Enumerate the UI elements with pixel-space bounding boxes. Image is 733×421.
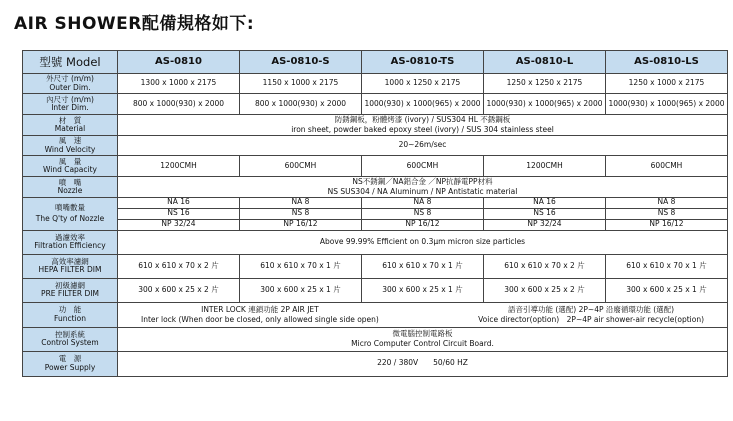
pre-filter-label: 初級濾網 PRE FILTER DIM xyxy=(23,278,118,302)
control-value: 微電腦控制電路板 Micro Computer Control Circuit Board. xyxy=(118,327,728,351)
cell: 300 x 600 x 25 x 1 片 xyxy=(240,278,362,302)
material-row xyxy=(23,115,728,136)
cell: NP 32/24 xyxy=(118,219,240,230)
filtration-label: 過濾效率 Filtration Efficiency xyxy=(23,230,118,254)
hepa-row xyxy=(23,254,728,278)
hepa-label: 高效率濾網 HEPA FILTER DIM xyxy=(23,254,118,278)
cell: 1000 x 1250 x 2175 xyxy=(362,74,484,94)
cell: NP 16/12 xyxy=(606,219,728,230)
cell: 1000(930) x 1000(965) x 2000 xyxy=(484,94,606,115)
qty-label: 噴嘴數量 The Q'ty of Nozzle xyxy=(23,197,118,230)
cell: 610 x 610 x 70 x 1 片 xyxy=(606,254,728,278)
cell: 600CMH xyxy=(240,156,362,177)
qty-row-na xyxy=(23,197,728,208)
cell: 610 x 610 x 70 x 1 片 xyxy=(240,254,362,278)
cell: 1000(930) x 1000(965) x 2000 xyxy=(606,94,728,115)
cell: NS 16 xyxy=(118,208,240,219)
cell: NA 16 xyxy=(484,197,606,208)
cell: 300 x 600 x 25 x 1 片 xyxy=(606,278,728,302)
qty-row-np xyxy=(23,219,728,230)
cell: 1150 x 1000 x 2175 xyxy=(240,74,362,94)
cell: 1200CMH xyxy=(484,156,606,177)
model-header-label: 型號 Model xyxy=(23,51,118,74)
model-header: AS-0810 xyxy=(118,51,240,74)
power-label: 電 源 Power Supply xyxy=(23,351,118,376)
cell: 1250 x 1000 x 2175 xyxy=(606,74,728,94)
outer-dim-row xyxy=(23,74,728,94)
cell: NS 8 xyxy=(362,208,484,219)
cell: 300 x 600 x 25 x 1 片 xyxy=(362,278,484,302)
model-header: AS-0810-L xyxy=(484,51,606,74)
cell: NP 16/12 xyxy=(240,219,362,230)
capacity-label: 風 量 Wind Capacity xyxy=(23,156,118,177)
function-value xyxy=(118,302,728,327)
function-right: 語音引導功能 (選配) 2P~4P 沿廢循環功能 (選配) Voice director(option) 2P~4P air shower-air recycle(option) xyxy=(478,304,704,324)
function-row xyxy=(23,302,728,327)
nozzle-value: NS不銹鋼／NA鋁合金 ／NP抗靜電PP材料 NS SUS304 / NA Aluminum / NP Antistatic material xyxy=(118,177,728,198)
filtration-row xyxy=(23,230,728,254)
header-row xyxy=(23,51,728,74)
cell: 610 x 610 x 70 x 2 片 xyxy=(484,254,606,278)
filtration-value: Above 99.99% Efficient on 0.3μm micron size particles xyxy=(118,230,728,254)
cell: 600CMH xyxy=(362,156,484,177)
function-left: INTER LOCK 連鎖功能 2P AIR JET Inter lock (When door be closed, only allowed single side open) xyxy=(141,304,379,324)
qty-row-ns xyxy=(23,208,728,219)
cell: NS 16 xyxy=(484,208,606,219)
inner-dim-row xyxy=(23,94,728,115)
cell: 610 x 610 x 70 x 2 片 xyxy=(118,254,240,278)
cell: 1000(930) x 1000(965) x 2000 xyxy=(362,94,484,115)
velocity-row xyxy=(23,136,728,156)
cell: 600CMH xyxy=(606,156,728,177)
capacity-row xyxy=(23,156,728,177)
cell: NA 16 xyxy=(118,197,240,208)
cell: 1250 x 1250 x 2175 xyxy=(484,74,606,94)
nozzle-row xyxy=(23,177,728,198)
cell: NS 8 xyxy=(240,208,362,219)
material-label: 材 質 Material xyxy=(23,115,118,136)
model-header: AS-0810-TS xyxy=(362,51,484,74)
control-label: 控制系統 Control System xyxy=(23,327,118,351)
model-header: AS-0810-LS xyxy=(606,51,728,74)
cell: 1300 x 1000 x 2175 xyxy=(118,74,240,94)
power-value: 220 / 380V 50/60 HZ xyxy=(118,351,728,376)
cell: NS 8 xyxy=(606,208,728,219)
function-label: 功 能 Function xyxy=(23,302,118,327)
cell: NP 32/24 xyxy=(484,219,606,230)
cell: 610 x 610 x 70 x 1 片 xyxy=(362,254,484,278)
nozzle-label: 噴 嘴 Nozzle xyxy=(23,177,118,198)
control-row xyxy=(23,327,728,351)
velocity-label: 風 速 Wind Velocity xyxy=(23,136,118,156)
velocity-value: 20~26m/sec xyxy=(118,136,728,156)
power-row xyxy=(23,351,728,376)
cell: NA 8 xyxy=(240,197,362,208)
cell: NP 16/12 xyxy=(362,219,484,230)
pre-filter-row xyxy=(23,278,728,302)
cell: 800 x 1000(930) x 2000 xyxy=(240,94,362,115)
outer-dim-label: 外尺寸 (m/m) Outer Dim. xyxy=(23,74,118,94)
inner-dim-label: 內尺寸 (m/m) Inter Dim. xyxy=(23,94,118,115)
cell: 1200CMH xyxy=(118,156,240,177)
cell: NA 8 xyxy=(362,197,484,208)
material-value: 防銹鋼板，粉體烤漆 (ivory) / SUS304 HL 不銹鋼板 iron sheet, powder baked epoxy steel (ivory) / SUS 304 stainless steel xyxy=(118,115,728,136)
page-title: AIR SHOWER配備規格如下: xyxy=(14,14,255,34)
model-header: AS-0810-S xyxy=(240,51,362,74)
cell: 300 x 600 x 25 x 2 片 xyxy=(118,278,240,302)
cell: NA 8 xyxy=(606,197,728,208)
spec-table xyxy=(22,50,728,377)
cell: 800 x 1000(930) x 2000 xyxy=(118,94,240,115)
cell: 300 x 600 x 25 x 2 片 xyxy=(484,278,606,302)
